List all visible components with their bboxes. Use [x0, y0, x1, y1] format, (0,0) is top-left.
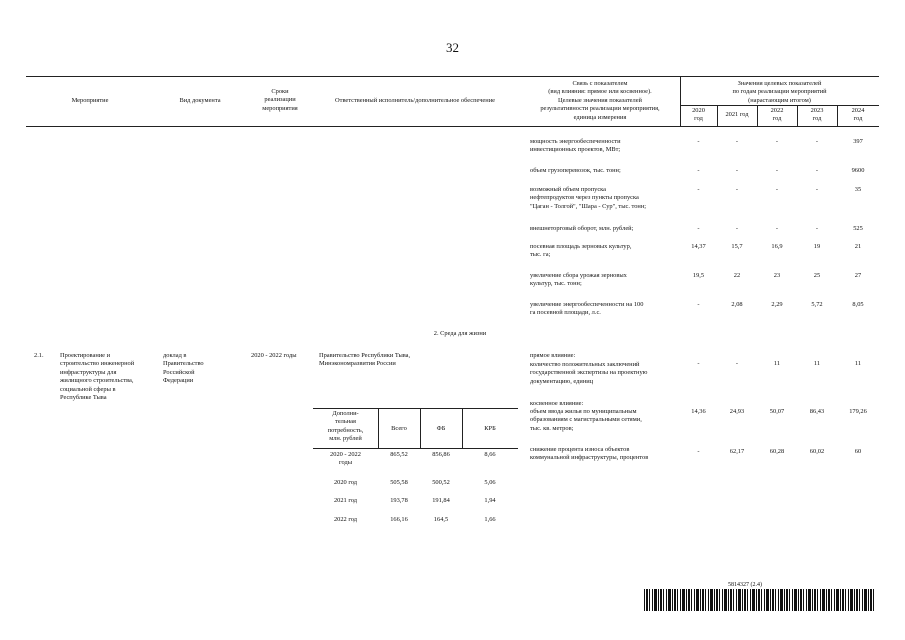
col-terms-header-line: реализации [264, 96, 296, 104]
year-header-4 [837, 107, 879, 124]
indicator-label [530, 225, 680, 233]
indicator-value: 27 [854, 272, 862, 279]
item-indicator-value: 179,26 [849, 408, 867, 415]
header-top-line [26, 76, 879, 77]
item-measure-line: Проектирование и [60, 352, 111, 359]
indicator-label-line: культур, тыс. тонн; [530, 280, 582, 288]
item-indicator-label-line: коммунальной инфраструктуры, процентов [530, 454, 649, 462]
funding-period-line: 2020 - 2022 [330, 451, 361, 458]
item-indicator-value: - [735, 360, 739, 367]
funding-period-line: 2022 год [333, 516, 358, 523]
item-indicator-value: 62,17 [729, 448, 745, 455]
year-header-line: год [772, 115, 782, 123]
col-measure-header: Мероприятие [71, 97, 109, 104]
item-number: 2.1. [34, 352, 44, 359]
item-measure-line: жилищного строительства, [60, 377, 134, 385]
item-indicator-label-line: государственной экспертизы на проектную [530, 369, 648, 377]
indicator-value: - [697, 225, 700, 232]
funding-total: 865,52 [390, 451, 408, 458]
indicator-value: 35 [854, 186, 862, 193]
indicator-label [530, 186, 680, 211]
indicator-value: - [697, 167, 700, 174]
indicator-value: 15,7 [731, 243, 743, 250]
indicator-value: 21 [854, 243, 862, 250]
col-link-header-line: результативности реализации мероприятия, [540, 105, 660, 113]
indicator-value: - [735, 225, 739, 232]
item-measure [60, 352, 160, 402]
funding-period-line: 2020 год [333, 479, 358, 486]
funding-need-header-line: млн. рублей [329, 435, 362, 443]
indicator-value: 397 [853, 138, 863, 145]
funding-fb: 500,52 [432, 479, 450, 486]
indicator-label-line: возможный объем пропуска [530, 186, 607, 193]
indicator-label-line: нефтепродуктов через пункты пропуска [530, 194, 639, 202]
indicator-label [530, 167, 680, 175]
indicator-label-line: увеличение сбора урожая зерновых [530, 272, 627, 279]
year-header-line: 2021 год [725, 111, 749, 118]
indicator-label-line: "Цаган - Толгой", "Шара - Сур", тыс. тонн; [530, 202, 647, 210]
col-values-header-line: (нарастающим итогом) [748, 96, 811, 104]
year-header-line: год [853, 115, 863, 123]
indicator-value: 9600 [851, 167, 865, 174]
funding-need-header-line: Дополни- [332, 410, 359, 417]
col-link-header-line: (вид влияния: прямое или косвенное). [548, 88, 652, 96]
item-indicator-value: 11 [773, 360, 781, 367]
indicator-value: - [775, 138, 779, 145]
year-header-2 [757, 107, 797, 124]
indicator-label [530, 301, 680, 318]
funding-top-line [313, 408, 518, 409]
year-header-line: 2023 [810, 107, 824, 114]
item-indicator-value: 60,02 [809, 448, 825, 455]
page-number: 32 [446, 40, 459, 55]
item-indicator-label [530, 408, 680, 433]
indicator-value: 14,37 [691, 243, 706, 250]
funding-period [313, 479, 378, 487]
indicator-label-line: посевная площадь зерновых культур, [530, 243, 632, 250]
item-resp-line: Правительство Республики Тыва, [319, 352, 411, 359]
barcode-graphic [644, 589, 876, 611]
funding-need-header-line: потребность, [327, 426, 364, 434]
indicator-value: - [735, 138, 739, 145]
funding-period [313, 516, 378, 524]
item-indicator-label [530, 446, 680, 463]
item-indicator-value: - [697, 360, 700, 367]
barcode-number: 5814327 (2.4) [728, 582, 762, 588]
item-indicator-label-line: документацию, единиц [530, 377, 594, 385]
indicator-value: 5,72 [811, 301, 823, 308]
item-doc-line: Российской [163, 368, 195, 376]
funding-header-bottom-line [313, 448, 518, 449]
year-header-line: год [812, 115, 822, 123]
item-indicator-value: 11 [813, 360, 821, 367]
item-doc-line: Федерации [163, 377, 194, 385]
funding-fb-header: ФБ [436, 425, 446, 432]
item-indicator-value: 24,93 [729, 408, 745, 415]
header-bottom-line [26, 126, 879, 127]
indicator-label [530, 272, 680, 289]
item-measure-line: строительство инженерной [60, 360, 135, 368]
funding-krb: 5,06 [484, 479, 496, 486]
year-header-0 [680, 107, 717, 124]
item-measure-line: социальной сферы в [60, 385, 116, 393]
item-indicator-label-line: снижение процента износа объектов [530, 446, 630, 453]
funding-fb: 164,5 [433, 516, 449, 523]
indicator-value: - [775, 167, 779, 174]
col-link-header-line: единица измерения [573, 113, 627, 121]
funding-krb: 1,66 [484, 516, 496, 523]
indicator-value: 19,5 [692, 272, 705, 279]
indicator-value: 19 [813, 243, 821, 250]
section-title: 2. Среда для жизни [433, 330, 487, 337]
indirect-influence-label: косвенное влияние: [530, 400, 584, 407]
funding-period [313, 497, 378, 505]
item-indicator-value: - [697, 448, 700, 455]
item-indicator-label-line: тыс. кв. метров; [530, 424, 574, 432]
indicator-value: - [815, 186, 819, 193]
funding-fb: 191,84 [432, 497, 450, 504]
col-link-header-line: Связь с показателем [572, 80, 628, 87]
funding-need-header [313, 410, 378, 444]
item-indicator-value: 60,28 [769, 448, 785, 455]
indicator-label-line: внешнеторговый оборот, млн. рублей; [530, 225, 634, 232]
funding-fb: 856,86 [432, 451, 450, 458]
item-terms: 2020 - 2022 годы [251, 352, 297, 359]
col-terms-header-line: Сроки [271, 88, 289, 95]
indicator-value: 22 [733, 272, 741, 279]
indicator-value: 25 [813, 272, 821, 279]
item-indicator-label [530, 361, 680, 386]
indicator-value: - [697, 186, 700, 193]
item-indicator-value: 14,36 [691, 408, 706, 415]
col-terms-header-line: мероприятия [262, 104, 298, 112]
item-indicator-value: 11 [854, 360, 862, 367]
indicator-value: - [697, 301, 700, 308]
col-doc-header: Вид документа [179, 97, 221, 104]
year-header-line: 2020 [692, 107, 705, 114]
col-link-header [520, 80, 680, 122]
col-values-header-line: Значения целевых показателей [737, 80, 822, 87]
col-terms-header [240, 88, 320, 113]
funding-period [313, 451, 378, 468]
indicator-value: - [815, 138, 819, 145]
col-link-header-line: Целевые значения показателей [558, 96, 642, 104]
indicator-value: 2,29 [771, 301, 783, 308]
indicator-value: 23 [773, 272, 781, 279]
funding-period-line: 2021 год [333, 497, 358, 504]
indicator-value: - [735, 167, 739, 174]
indicator-label-line: инвестиционных проектов, МВт; [530, 146, 621, 154]
item-indicator-value: 60 [854, 448, 862, 455]
item-measure-line: Республике Тыва [60, 394, 107, 402]
col-values-header [680, 80, 879, 105]
item-doc [163, 352, 243, 386]
indicator-label [530, 138, 680, 155]
item-doc-line: доклад в [163, 352, 187, 359]
col-resp-header: Ответственный исполнитель/дополнительное обеспечение [335, 97, 495, 104]
indicator-label-line: увеличение энергообеспеченности на 100 [530, 301, 644, 308]
indicator-value: - [775, 186, 779, 193]
item-doc-line: Правительство [163, 360, 204, 368]
indicator-label-line: тыс. га; [530, 251, 551, 259]
indicator-value: - [735, 186, 739, 193]
funding-total: 505,58 [390, 479, 408, 486]
item-measure-line: инфраструктуры для [60, 368, 117, 376]
col-values-header-line: по годам реализации мероприятий [732, 88, 827, 96]
indicator-value: - [815, 167, 819, 174]
funding-total: 193,78 [390, 497, 408, 504]
year-header-line: 2024 [851, 107, 865, 114]
item-indicator-value: 50,07 [769, 408, 785, 415]
indicator-label-line: объем грузоперевозок, тыс. тонн; [530, 167, 621, 174]
item-indicator-label-line: количество положительных заключений [530, 361, 640, 368]
year-header-3 [797, 107, 837, 124]
indicator-label-line: мощность энергообеспеченности [530, 138, 621, 145]
indicator-value: 16,9 [771, 243, 783, 250]
indicator-label [530, 243, 680, 260]
year-header-line: 2022 [770, 107, 784, 114]
item-indicator-label-line: образованиям с магистральными сетями, [530, 416, 642, 424]
item-resp [319, 352, 519, 369]
item-indicator-label-line: объем ввода жилья по муниципальным [530, 408, 637, 415]
indicator-label-line: га посевной площади, л.с. [530, 309, 601, 317]
indicator-value: - [815, 225, 819, 232]
funding-need-header-line: тельная [335, 418, 356, 426]
funding-total-header: Всего [391, 425, 407, 432]
indicator-value: 2,08 [731, 301, 743, 308]
funding-krb: 1,94 [484, 497, 496, 504]
funding-krb-header: КРБ [484, 425, 496, 432]
indicator-value: 8,05 [852, 301, 864, 308]
indicator-value: 525 [853, 225, 863, 232]
funding-period-line: годы [338, 459, 353, 467]
indicator-value: - [697, 138, 700, 145]
funding-krb: 8,66 [484, 451, 496, 458]
item-resp-line: Минэкономразвития России [319, 360, 396, 368]
year-header-1 [717, 111, 757, 119]
year-header-line: год [694, 115, 703, 123]
item-indicator-value: 86,43 [809, 408, 825, 415]
indicator-value: - [775, 225, 779, 232]
funding-total: 166,16 [390, 516, 408, 523]
direct-influence-label: прямое влияние: [530, 352, 576, 359]
